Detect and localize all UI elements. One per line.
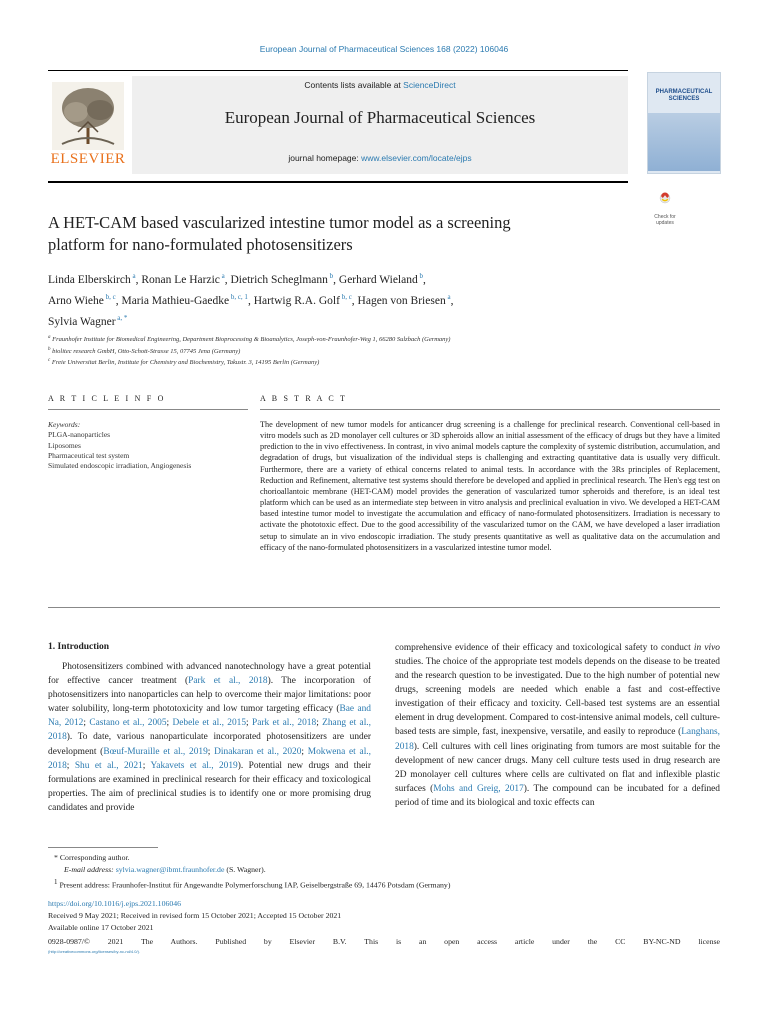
footnotes — [48, 852, 728, 892]
check-for-updates-label[interactable]: Check for updates — [654, 214, 676, 226]
homepage-prefix: journal homepage: — [288, 153, 362, 163]
paragraph-text: ). The compound can be incubated for a defined period of time and its biological and toxic effects can — [395, 783, 720, 808]
article-title-line-2: platform for nano-formulated photosensitizers — [48, 235, 353, 254]
paragraph-text: in vivo — [693, 643, 720, 653]
citation-link[interactable]: Mokwena et al., 2018 — [48, 746, 371, 771]
available-online: Available online 17 October 2021 — [48, 923, 154, 932]
email-suffix: (S. Wagner). — [224, 865, 266, 874]
journal-citation-line[interactable]: European Journal of Pharmaceutical Sciences 168 (2022) 106046 — [259, 44, 509, 54]
keyword-item: PLGA-nanoparticles — [48, 430, 111, 440]
paragraph-text: comprehensive evidence of their efficacy and toxicological safety to conduct — [395, 643, 694, 653]
citation-link[interactable]: Castano et al., 2005 — [89, 718, 167, 729]
intro-column-2 — [395, 641, 720, 810]
paragraph-text: ). Cell cultures with cell lines originating from tumors are most suitable for the development of new cancer drugs. Many cell culture tests used in drug research are 2D monolayer cell cultures where cells are cultivated on flat and inflexible plastic surfaces ( — [395, 741, 720, 794]
citation-link[interactable]: Park et al., 2018 — [188, 676, 268, 687]
affiliation-item — [48, 356, 728, 368]
affiliation-text: Freie Universitat Berlin, Institute for Chemistry and Biochemistry, Takustr. 3, 14195 Berlin (Germany) — [50, 359, 320, 367]
keyword-item: Liposomes — [48, 440, 81, 450]
intro-heading: 1. Introduction — [48, 642, 110, 652]
elsevier-wordmark: ELSEVIER — [50, 151, 126, 167]
contents-prefix: Contents lists available at — [304, 80, 404, 90]
abstract-bottom-rule — [48, 607, 720, 608]
intro-paragraph-2 — [395, 641, 720, 810]
citation-link[interactable]: Dinakaran et al., 2020 — [214, 746, 302, 757]
cover-title: PHARMACEUTICAL SCIENCES — [655, 89, 713, 102]
author-name[interactable]: Ronan Le Harzic — [141, 273, 220, 286]
author-name[interactable]: Arno Wiehe — [48, 294, 104, 307]
paragraph-text: ). Potential new drugs and their formulations are examined in preclinical research for their efficacy and toxicological properties. The aim of preclinical studies is to identify one or more promising drug candidates and provide — [48, 760, 371, 813]
citation-link[interactable]: Langhans, 2018 — [395, 727, 720, 752]
received-dates: Received 9 May 2021; Received in revised form 15 October 2021; Accepted 15 October 2021 — [48, 911, 342, 920]
paragraph-text: ; — [142, 760, 151, 771]
corresponding-text: Corresponding author. — [59, 853, 130, 862]
affiliation-list — [48, 333, 728, 368]
keywords-block — [48, 420, 248, 471]
abstract-rule — [260, 409, 720, 410]
journal-title: European Journal of Pharmaceutical Sciences — [224, 108, 536, 127]
paragraph-text: ). The incorporation of photosensitizers into nanoparticles can help to overcome their major limitations: poor water solubility, long-term phototoxicity and low tumor targeting efficacy ( — [48, 676, 372, 715]
publication-history — [48, 898, 728, 934]
check-for-updates-icon[interactable] — [645, 192, 685, 214]
affiliation-marker: b — [48, 346, 51, 352]
author-affiliation-marker[interactable]: b, c — [103, 292, 116, 301]
email-label: E-mail address: — [64, 865, 116, 874]
paragraph-text: ; — [83, 718, 90, 729]
author-affiliation-marker[interactable]: a, * — [115, 313, 128, 322]
author-affiliation-marker[interactable]: a — [445, 292, 451, 301]
author-name[interactable]: Maria Mathieu-Gaedke — [121, 294, 230, 307]
paragraph-text: studies. The choice of the appropriate test models depends on the disease to be treated and the research question to be investigated. Due to the high number of potential new drugs, screening models are needed which enable a fast and cost-effective investigation of their efficacy and toxicity. Cell-based test systems are an essential element in drug development. Compared to cost-intensive animal models, cell culture-based tests are simple, fast, inexpensive, versatile, and easily to reproduce ( — [395, 657, 720, 738]
keywords-label: Keywords: — [48, 420, 81, 429]
author-name[interactable]: Hagen von Briesen — [357, 294, 446, 307]
author-affiliation-marker[interactable]: b, c — [339, 292, 352, 301]
citation-link[interactable]: Yakavets et al., 2019 — [150, 760, 238, 771]
article-info-heading: A R T I C L E I N F O — [48, 394, 166, 403]
abstract-heading: A B S T R A C T — [260, 394, 348, 403]
header-top-rule — [48, 70, 628, 71]
citation-link[interactable]: Mohs and Greig, 2017 — [433, 783, 524, 794]
keyword-item: Pharmaceutical test system — [48, 450, 130, 460]
affiliation-text: biolitec research GmbH, Otto-Schott-Strasse 15, 07745 Jena (Germany) — [50, 347, 241, 355]
contents-line — [132, 80, 628, 90]
author-list: Linda Elberskirch $^a$, Ronan Le Harzic $^a$, Dietrich Scheglmann $^b$, Gerhard Wieland $^b$, Arno Wiehe $^{b, c}$, Maria Mathieu-Gaedke $^{b, c, 1}$, Hartwig R.A. Golf $^{b, c}$, Hagen von Briesen $^a$, Sylvia Wagner $^{a, *}$ — [48, 272, 454, 328]
intro-column-1 — [48, 640, 371, 815]
author-affiliation-marker[interactable]: b, c, 1 — [229, 292, 248, 301]
citation-link[interactable]: Bae and Na, 2012 — [48, 704, 371, 729]
citation-link[interactable]: Zhang et al., 2018 — [48, 718, 371, 743]
author-affiliation-marker[interactable]: a — [219, 272, 225, 280]
author-name[interactable]: Hartwig R.A. Golf — [253, 294, 340, 307]
footnote-rule — [48, 847, 158, 848]
abstract-text: The development of new tumor models for anticancer drug screening is a challenge for preclinical research. Conventional cell-based in vitro models such as 2D monolayer cell cultures or 3D spheroids allow an initial assessment of the efficacy of drugs but they have a limited prediction to the in vivo effectiveness. In contrast, in vivo animal models capture the complexity of systemic distribution, accumulation, and degradation of drugs, but visualization of the individual steps is challenging and extracting quantitative data is usually very difficult. Furthermore, there are a variety of ethical concerns related to animal tests. In accordance with the 3Rs principles of Replacement, Reduction and Refinement, alternative test systems should therefore be developed and applied in preclinical research. The Hen's egg test on chorioallantoic membrane (HET-CAM) model provides the generation of vascularized tumor spheroids and therefore, is an ideal test platform which can be used as an intermediate step between in vitro analysis and preclinical evaluation in vivo. We developed a HET-CAM based intestine tumor model to investigate the accumulation and efficacy of nano-formulated photosensitizers. Irradiation is necessary to activate the phototoxic effect. Due to the good accessibility of the vascularized tumor on the CAM, we have developed a laser irradiation setup to simulate an in vivo endoscopic irradiation. The study presents quantitative as well as qualitative data on the accumulation and efficacy of the nano-formulated photosensitizers in a vascularized intestine tumor model. — [260, 420, 720, 552]
header-bottom-rule — [48, 181, 628, 183]
author-name[interactable]: Linda Elberskirch — [48, 273, 131, 286]
paragraph-text: ; — [207, 746, 215, 757]
paragraph-text: ; — [66, 760, 75, 771]
article-info-rule — [48, 409, 248, 410]
cover-art — [648, 113, 720, 171]
author-affiliation-marker[interactable]: b — [327, 272, 334, 280]
author-affiliation-marker[interactable]: b — [417, 272, 423, 280]
journal-cover-thumbnail[interactable] — [647, 72, 721, 174]
paragraph-text: ). To date, various nanoparticulate incorporated photosensitizers are under development ( — [48, 732, 371, 757]
author-affiliation-marker[interactable]: a — [130, 272, 136, 280]
email-link[interactable]: sylvia.wagner@ibmt.fraunhofer.de — [115, 865, 225, 874]
citation-link[interactable]: Shu et al., 2021 — [74, 760, 143, 771]
license-statement: 0928-0987/© 2021 The Authors. Published by Elsevier B.V. This is an open access article under the CC BY-NC-ND license — [48, 937, 720, 946]
affiliation-text: Fraunhofer Institute for Biomedical Engineering, Department Bioprocessing & Bioanalytics, Joseph-von-Fraunhofer-Weg 1, 66280 Sulzbach (Germany) — [50, 336, 451, 344]
present-address-text: Present address: Fraunhofer-Institut für Angewandte Polymerforschung IAP, Geiselbergstraße 69, 14476 Potsdam (Germany) — [59, 880, 451, 890]
author-name[interactable]: Sylvia Wagner — [48, 315, 116, 328]
article-title-line-1: A HET-CAM based vascularized intestine tumor model as a screening — [48, 213, 511, 232]
affiliation-item — [48, 345, 728, 357]
keyword-item: Simulated endoscopic irradiation, Angiogenesis — [48, 461, 192, 471]
citation-link[interactable]: Debele et al., 2015 — [172, 718, 247, 729]
email-note — [48, 864, 728, 876]
corresponding-author-note: * Corresponding author. — [54, 853, 130, 862]
present-address-note: $^1$ Present address: Fraunhofer-Institut für Angewandte Polymerforschung IAP, Geiselbergstraße 69, 14476 Potsdam (Germany) — [54, 878, 451, 890]
paragraph-text: ; — [301, 746, 308, 757]
author-name[interactable]: Dietrich Scheglmann — [230, 273, 328, 286]
license-url-link[interactable]: (http://creativecommons.org/licenses/by-nc-nd/4.0/). — [48, 949, 141, 954]
paragraph-text: Photosensitizers combined with advanced nanotechnology have a great potential for effective cancer treatment ( — [48, 662, 371, 687]
affiliation-item — [48, 333, 728, 345]
citation-link[interactable]: Park et al., 2018 — [252, 718, 317, 729]
citation-link[interactable]: Bœuf-Muraille et al., 2019 — [103, 746, 208, 757]
article-title — [48, 212, 628, 256]
doi-link[interactable]: https://doi.org/10.1016/j.ejps.2021.106046 — [48, 899, 182, 908]
homepage-link[interactable]: www.elsevier.com/locate/ejps — [361, 153, 472, 163]
affiliation-marker: c — [48, 358, 51, 364]
affiliation-marker: a — [48, 335, 51, 340]
paragraph-text: ; — [166, 718, 173, 729]
paragraph-text: ; — [246, 718, 252, 729]
homepage-line — [132, 153, 628, 163]
paragraph-text: ; — [316, 718, 323, 729]
author-name[interactable]: Gerhard Wieland — [338, 273, 418, 286]
sciencedirect-link[interactable]: ScienceDirect — [403, 80, 456, 90]
intro-paragraph-1 — [48, 660, 371, 815]
